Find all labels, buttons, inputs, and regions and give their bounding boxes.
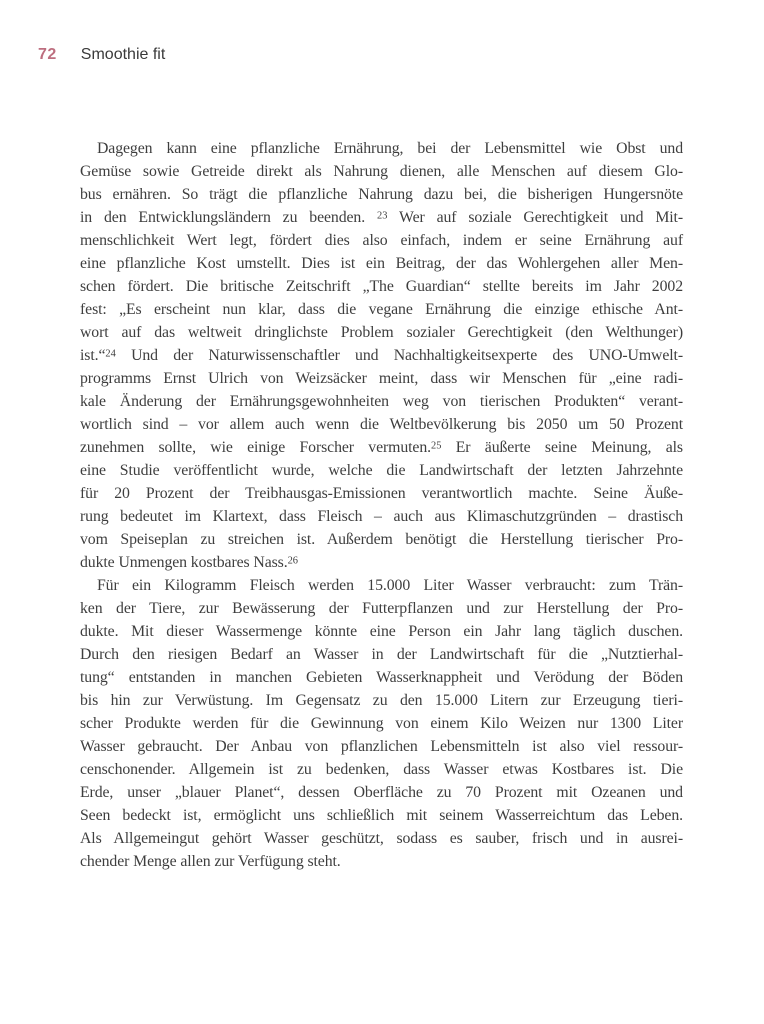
text-line: in den Entwicklungsländern zu beenden. $^{23}$ Wer auf soziale Gerechtigkeit und Mit-	[80, 209, 683, 226]
text-line: censchonender. Allgemein ist zu bedenken, dass Wasser etwas Kostbares ist. Die	[80, 761, 683, 778]
chapter-title: Smoothie fit	[80, 46, 166, 63]
text-line: tung“ entstanden in manchen Gebieten Wasserknappheit und Verödung der Böden	[80, 669, 683, 686]
paragraph	[80, 137, 683, 574]
text-line: zunehmen sollte, wie einige Forscher vermuten.$^{25}$ Er äußerte seine Meinung, als	[80, 439, 683, 456]
text-line: Für ein Kilogramm Fleisch werden 15.000 Liter Wasser verbraucht: zum Trän-	[97, 577, 683, 594]
text-line: rung bedeutet im Klartext, dass Fleisch – auch aus Klimaschutzgründen – drastisch	[80, 508, 683, 525]
text-line: Durch den riesigen Bedarf an Wasser in der Landwirtschaft für die „Nutztierhal-	[80, 646, 683, 663]
text-line: bis hin zur Verwüstung. Im Gegensatz zu den 15.000 Litern zur Erzeugung tieri-	[80, 692, 683, 709]
text-line: Erde, unser „blauer Planet“, dessen Oberfläche zu 70 Prozent mit Ozeanen und	[80, 784, 683, 801]
text-line: dukte. Mit dieser Wassermenge könnte eine Person ein Jahr lang täglich duschen.	[80, 623, 683, 640]
text-line: ken der Tiere, zur Bewässerung der Futterpflanzen und zur Herstellung der Pro-	[80, 600, 683, 617]
footnote-ref: 26	[287, 555, 298, 567]
text-line: schen fördert. Die britische Zeitschrift „The Guardian“ stellte bereits im Jahr 2002	[80, 278, 683, 295]
paragraph	[80, 574, 683, 873]
text-line: chender Menge allen zur Verfügung steht.	[80, 853, 341, 870]
text-line: scher Produkte werden für die Gewinnung von einem Kilo Weizen nur 1300 Liter	[80, 715, 683, 732]
text-line: menschlichkeit Wert legt, fördert dies also einfach, indem er seine Ernährung auf	[80, 232, 683, 249]
text-line: kale Änderung der Ernährungsgewohnheiten weg von tierischen Produkten“ verant-	[80, 393, 683, 410]
text-line: eine Studie veröffentlicht wurde, welche die Landwirtschaft der letzten Jahrzehnte	[80, 462, 683, 479]
text-line: wortlich sind – vor allem auch wenn die Weltbevölkerung bis 2050 um 50 Prozent	[80, 416, 683, 433]
text-line: Gemüse sowie Getreide direkt als Nahrung dienen, alle Menschen auf diesem Glo-	[80, 163, 683, 180]
text-line: ist.“$^{24}$ Und der Naturwissenschaftler und Nachhaltigkeitsexperte des UNO-Umwelt-	[80, 347, 683, 364]
page-number: 72	[38, 46, 57, 63]
text-line: für 20 Prozent der Treibhausgas-Emissionen verantwortlich machte. Seine Äuße-	[80, 485, 683, 502]
text-line: Seen bedeckt ist, ermöglicht uns schließlich mit seinem Wasserreichtum das Leben.	[80, 807, 683, 824]
text-line: Dagegen kann eine pflanzliche Ernährung, bei der Lebensmittel wie Obst und	[97, 140, 683, 157]
text-line: Wasser gebraucht. Der Anbau von pflanzlichen Lebensmitteln ist also viel ressour-	[80, 738, 683, 755]
text-line: wort auf das weltweit dringlichste Problem sozialer Gerechtigkeit (den Welthunger)	[80, 324, 683, 341]
text-line: dukte Unmengen kostbares Nass.$^{26}$	[80, 554, 298, 571]
body-text	[80, 137, 683, 873]
text-line: Als Allgemeingut gehört Wasser geschützt, sodass es sauber, frisch und in ausrei-	[80, 830, 683, 847]
page-header	[38, 46, 165, 64]
text-line: vom Speiseplan zu streichen ist. Außerdem benötigt die Herstellung tierischer Pro-	[80, 531, 683, 548]
footnote-ref: 23	[377, 210, 388, 222]
text-line: fest: „Es erscheint nun klar, dass die vegane Ernährung die einzige ethische Ant-	[80, 301, 683, 318]
footnote-ref: 25	[430, 440, 442, 452]
text-line: programms Ernst Ulrich von Weizsäcker meint, dass wir Menschen für „eine radi-	[80, 370, 683, 387]
footnote-ref: 24	[105, 348, 116, 360]
text-line: bus ernähren. So trägt die pflanzliche Nahrung dazu bei, die bisherigen Hungersnöte	[80, 186, 683, 203]
text-line: eine pflanzliche Kost umstellt. Dies ist ein Beitrag, der das Wohlergehen aller Men-	[80, 255, 683, 272]
